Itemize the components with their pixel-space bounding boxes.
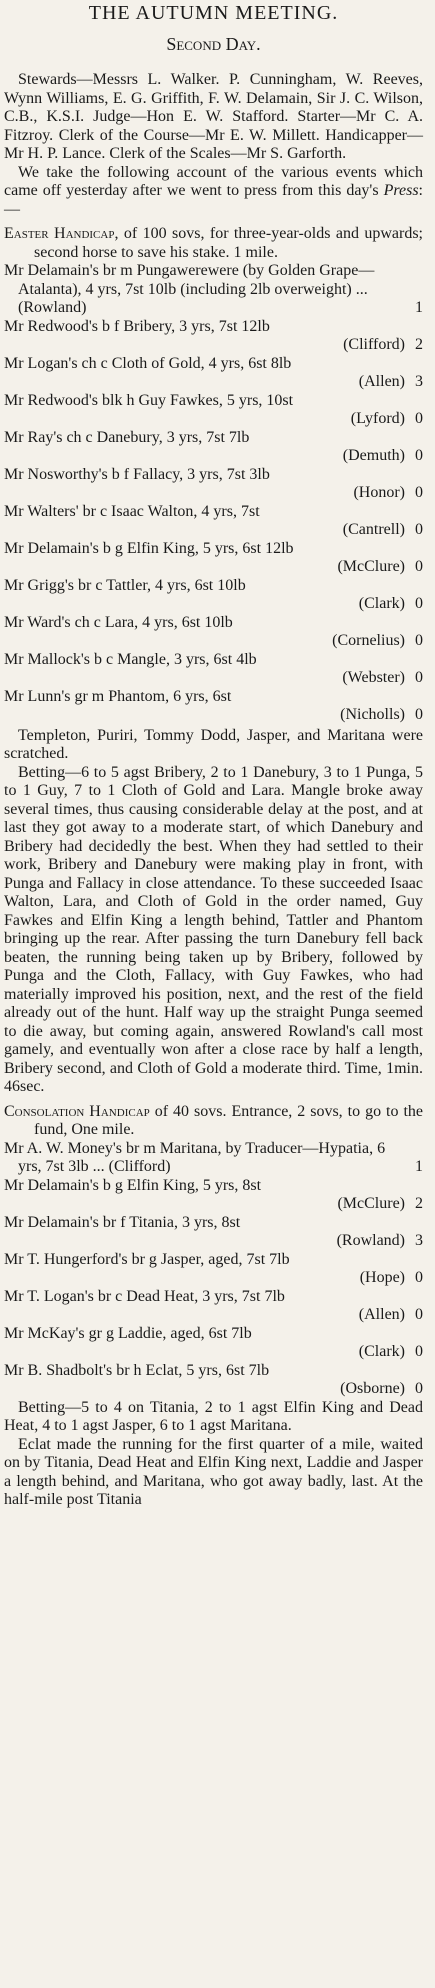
entry-text: Mr Delamain's b g Elfin King, 5 yrs, 6st 12lb [4, 539, 294, 557]
race1-scratched: Templeton, Puriri, Tommy Dodd, Jasper, and Maritana were scratched. [4, 726, 423, 762]
entry-text: Mr Delamain's b g Elfin King, 5 yrs, 8st [4, 1176, 262, 1194]
race-entry [4, 429, 423, 466]
entry-jockey: (Allen) [358, 1306, 405, 1323]
entry-place: 0 [415, 706, 423, 723]
entry-place: 3 [415, 373, 423, 390]
race-entry [4, 355, 423, 392]
officials-paragraph: Stewards—Messrs L. Walker. P. Cunningham, W. Reeves, Wynn Williams, E. G. Griffith, F. W. Delamain, Sir J. C. Wilson, C.B., K.S.I. Judge—Hon E. W. Stafford. Starter—Mr C. A. Fitzroy. Clerk of the Course—Mr E. W. Millett. Handicapper—Mr H. P. Lance. Clerk of the Scales—Mr S. Garforth. [4, 71, 423, 162]
entry-jockey: (Honor) [353, 484, 405, 501]
entry-jockey-line [4, 706, 423, 725]
entry-place: 0 [415, 1269, 423, 1286]
entry-jockey-line [4, 1232, 423, 1251]
entry-text: Mr Delamain's br f Titania, 3 yrs, 8st [4, 1213, 241, 1231]
entry-jockey-line [4, 669, 423, 688]
entry-jockey: (McClure) [337, 558, 405, 575]
race2-name: Consolation Handicap [4, 1102, 150, 1120]
entry-jockey: (McClure) [337, 1195, 405, 1212]
race2-report: Eclat made the running for the first quarter of a mile, waited on by Titania, Dead Heat and Elfin King next, Laddie and Jasper a length behind, and Maritana, who got away badly, last. At the half-mile post Titania [4, 1435, 423, 1508]
race-entry [4, 1325, 423, 1362]
race-entry [4, 503, 423, 540]
race1-entries [4, 262, 423, 725]
intro-source: Press [383, 182, 419, 199]
intro-text: We take the following account of the various events which came off yesterday after we went to press from this day's [4, 163, 423, 199]
entry-jockey-line [4, 1306, 423, 1325]
race-entry [4, 688, 423, 725]
entry-place: 0 [415, 558, 423, 575]
entry-jockey: (Demuth) [342, 447, 405, 464]
race1-report: Betting—6 to 5 agst Bribery, 2 to 1 Danebury, 3 to 1 Punga, 5 to 1 Guy, 7 to 1 Cloth of Gold and Lara. Mangle broke away several times, thus causing considerable delay at the post, and at last they got away to a moderate start, of which Danebury and Bribery had decidedly the best. When they had settled to their work, Bribery and Danebury were making play in front, with Punga and Fallacy in close attendance. To these succeeded Isaac Walton, Lara, and Cloth of Gold in the order named, Guy Fawkes and Elfin King a length behind, Tattler and Phantom bringing up the rear. After passing the turn Danebury fell back beaten, the running being taken up by Bribery, followed by Punga and the Cloth, Fallacy, with Guy Fawkes, who had materially improved his position, next, and the rest of the field already out of the hunt. Half way up the straight Punga seemed to die away, but coming again, answered Rowland's call most gamely, and eventually won after a close race by half a length, Bribery second, and Cloth of Gold a moderate third. Time, 1min. 46sec. [4, 763, 423, 1095]
race2-entries [4, 1140, 423, 1399]
entry-jockey-line [4, 447, 423, 466]
entry-jockey-line [4, 521, 423, 540]
entry-text: Mr Ray's ch c Danebury, 3 yrs, 7st 7lb [4, 428, 250, 446]
entry-jockey-line [4, 484, 423, 503]
entry-jockey: (Allen) [358, 373, 405, 390]
entry-jockey-line [4, 336, 423, 355]
race-entry [4, 466, 423, 503]
race-entry [4, 1288, 423, 1325]
article-title: THE AUTUMN MEETING. [88, 2, 339, 24]
race1-heading [4, 225, 423, 262]
entry-jockey: (Webster) [342, 669, 405, 686]
race-entry [4, 1251, 423, 1288]
race-entry [4, 1362, 423, 1399]
race-entry [4, 1140, 423, 1177]
race-entry [4, 540, 423, 577]
race2-heading [4, 1103, 423, 1140]
entry-place: 0 [415, 1306, 423, 1323]
entry-place: 0 [415, 1380, 423, 1397]
entry-text: Mr Grigg's br c Tattler, 4 yrs, 6st 10lb [4, 576, 246, 594]
entry-text: Mr McKay's gr g Laddie, aged, 6st 7lb [4, 1324, 252, 1342]
entry-place: 0 [415, 632, 423, 649]
article-column [0, 4, 427, 1510]
entry-place: 2 [415, 1195, 423, 1212]
entry-jockey-line [4, 1343, 423, 1362]
entry-text: Mr T. Hungerford's br g Jasper, aged, 7st 7lb [4, 1250, 290, 1268]
entry-jockey: (Cornelius) [332, 632, 405, 649]
article-subtitle: Second Day. [166, 33, 261, 54]
entry-text: Mr Redwood's blk h Guy Fawkes, 5 yrs, 10st [4, 391, 294, 409]
entry-jockey: (Rowland) [336, 1232, 405, 1249]
entry-jockey-line [4, 632, 423, 651]
entry-jockey: (Hope) [359, 1269, 405, 1286]
entry-place: 3 [415, 1232, 423, 1249]
entry-place: 0 [415, 521, 423, 538]
entry-text: Mr Redwood's b f Bribery, 3 yrs, 7st 12lb [4, 317, 270, 335]
entry-jockey: (Clark) [358, 1343, 405, 1360]
entry-place: 0 [415, 669, 423, 686]
intro-tail: :— [4, 182, 423, 218]
entry-place: 0 [415, 484, 423, 501]
entry-jockey-line [4, 1380, 423, 1399]
entry-text: Mr Mallock's b c Mangle, 3 yrs, 6st 4lb [4, 650, 257, 668]
entry-jockey-line [4, 1195, 423, 1214]
entry-place: 0 [415, 447, 423, 464]
entry-place: 0 [415, 595, 423, 612]
race-entry [4, 318, 423, 355]
race-entry [4, 1177, 423, 1214]
race-entry [4, 392, 423, 429]
entry-place: 1 [415, 1158, 423, 1175]
race-entry [4, 614, 423, 651]
intro-paragraph [4, 164, 423, 220]
entry-place: 0 [415, 410, 423, 427]
entry-jockey-line [4, 373, 423, 392]
entry-text: Mr Nosworthy's b f Fallacy, 3 yrs, 7st 3lb [4, 465, 270, 483]
entry-text: Mr A. W. Money's br m Maritana, by Traducer—Hypatia, 6 yrs, 7st 3lb ... (Clifford) [4, 1139, 386, 1175]
entry-jockey: (Osborne) [340, 1380, 405, 1397]
entry-place: 0 [415, 1343, 423, 1360]
entry-jockey-line [4, 558, 423, 577]
race-entry [4, 1214, 423, 1251]
entry-jockey: (Nicholls) [340, 706, 405, 723]
race-entry [4, 651, 423, 688]
race1-conditions: of 100 sovs, for three-year-olds and upwards; second horse to save his stake. 1 mile. [34, 225, 423, 261]
race1-name: Easter Handicap, [4, 225, 119, 242]
entry-text: Mr B. Shadbolt's br h Eclat, 5 yrs, 6st 7lb [4, 1361, 270, 1379]
entry-jockey-line [4, 1269, 423, 1288]
race-entry [4, 577, 423, 614]
entry-jockey: (Cantrell) [342, 521, 405, 538]
entry-jockey: (Clifford) [343, 336, 405, 353]
entry-place: 1 [415, 299, 423, 316]
entry-jockey-line [4, 410, 423, 429]
race2-betting: Betting—5 to 4 on Titania, 2 to 1 agst Elfin King and Dead Heat, 4 to 1 agst Jasper, 6 to 1 agst Maritana. [4, 1398, 423, 1434]
race2-conditions: of 40 sovs. Entrance, 2 sovs, to go to the fund, One mile. [34, 1102, 424, 1138]
entry-text: Mr Walters' br c Isaac Walton, 4 yrs, 7st [4, 502, 260, 520]
entry-place: 2 [415, 336, 423, 353]
entry-text: Mr T. Logan's br c Dead Heat, 3 yrs, 7st 7lb [4, 1287, 285, 1305]
entry-jockey-line [4, 595, 423, 614]
entry-text: Mr Delamain's br m Pungawerewere (by Golden Grape—Atalanta), 4 yrs, 7st 10lb (including 2lb overweight) ... (Rowland) [4, 262, 375, 316]
entry-text: Mr Lunn's gr m Phantom, 6 yrs, 6st [4, 687, 232, 705]
entry-text: Mr Logan's ch c Cloth of Gold, 4 yrs, 6st 8lb [4, 354, 292, 372]
race-entry [4, 262, 423, 318]
entry-jockey: (Lyford) [350, 410, 405, 427]
entry-jockey: (Clark) [358, 595, 405, 612]
entry-text: Mr Ward's ch c Lara, 4 yrs, 6st 10lb [4, 613, 233, 631]
